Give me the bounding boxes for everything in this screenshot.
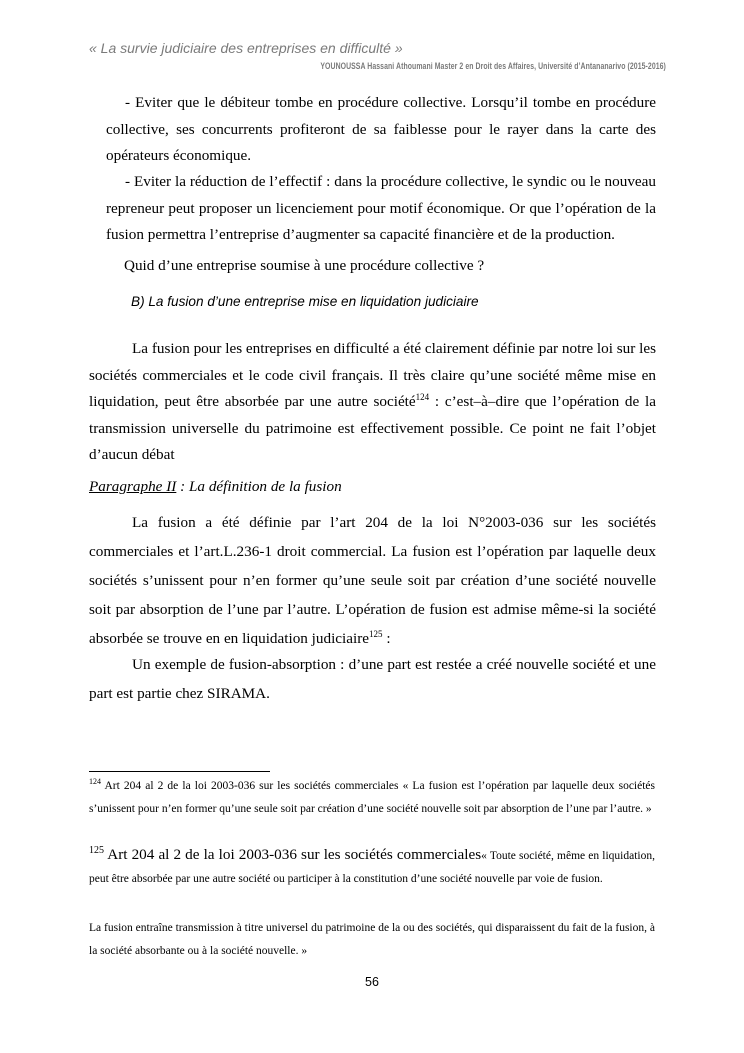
running-header-author: YOUNOUSSA Hassani Athoumani Master 2 en Droit des Affaires, Université d’Antananarivo (2015-2016) <box>320 61 666 72</box>
subsection-heading: B) La fusion d’une entreprise mise en liquidation judiciaire <box>131 294 479 309</box>
paragraph-fusion-liquidation <box>89 336 656 469</box>
running-header-title: « La survie judiciaire des entreprises en difficulté » <box>89 40 403 56</box>
paragraph-example <box>89 650 656 708</box>
paragraph-definition <box>89 508 656 653</box>
paragraph-text: Un exemple de fusion-absorption : d’une part est restée a créé nouvelle société et une part est partie chez SIRAMA. <box>89 656 656 702</box>
paragraph-text: La fusion pour les entreprises en difficulté a été clairement définie par notre loi sur les sociétés commerciales et le code civil français. Il très claire qu’une société même mise en liquidation, peut être absorbée par une autre société <box>89 340 656 410</box>
footnote-text: « Toute société, même en liquidation, peut être absorbée par une autre société ou participer à la constitution d’une société nouvelle par voie de fusion. <box>89 850 655 885</box>
bullet-paragraph-2 <box>106 169 656 249</box>
paragraph-text-cont: : <box>382 630 391 647</box>
bullet-text: Eviter la réduction de l’effectif : dans la procédure collective, le syndic ou le nouveau repreneur peut proposer un licenciement pour motif économique. Or que l’opération de la fusion permettra l’entreprise d’augmenter sa capacité financière et de la production. <box>106 173 656 243</box>
question-line: Quid d’une entreprise soumise à une procédure collective ? <box>124 257 485 274</box>
footnote-number: 125 <box>89 845 104 856</box>
bullet-paragraph-1 <box>106 90 656 170</box>
footnote-124 <box>89 775 655 821</box>
bullet-marker: - <box>125 173 131 190</box>
footnote-separator <box>89 771 270 772</box>
paragraph-text: La fusion a été définie par l’art 204 de la loi N°2003-036 sur les sociétés commerciales et l’art.L.236-1 droit commercial. La fusion est l’opération par laquelle deux sociétés s’unissent pour n’en former qu’une seule soit par création d’une société nouvelle soit par absorption de l’une par l’autre. L’opération de fusion est admise même-si la société absorbée se trouve en en liquidation judiciaire <box>89 514 656 647</box>
footnote-ref-125[interactable]: 125 <box>369 629 383 639</box>
bullet-text: Eviter que le débiteur tombe en procédure collective. Lorsqu’il tombe en procédure collective, ses concurrents profiteront de sa faiblesse pour le rayer dans la carte des opérateurs économique. <box>106 94 657 164</box>
page-number: 56 <box>365 975 379 989</box>
footnote-lead: Art 204 al 2 de la loi 2003-036 sur les sociétés commerciales <box>104 846 482 863</box>
footnote-125 <box>89 843 655 891</box>
bullet-marker: - <box>125 94 131 111</box>
paragraph-text-cont: : c’est–à–dire que l’opération de la transmission universelle du patrimoine est effectivement possible. Ce point ne fait l’objet d’aucun débat <box>89 393 656 463</box>
section-heading-rest: : La définition de la fusion <box>176 478 342 495</box>
footnote-125-continued: La fusion entraîne transmission à titre universel du patrimoine de la ou des sociétés, qui disparaissent du fait de la fusion, à la société absorbante ou à la société nouvelle. » <box>89 922 655 957</box>
footnote-ref-124[interactable]: 124 <box>415 392 430 402</box>
section-heading-label: Paragraphe II <box>89 478 177 495</box>
footnote-number: 124 <box>89 777 101 786</box>
footnote-text: Art 204 al 2 de la loi 2003-036 sur les sociétés commerciales « La fusion est l’opération par laquelle deux sociétés s’unissent pour n’en former qu’une seule soit par création d’une société nouvelle soit par absorption de l’une par l’autre. » <box>89 780 655 815</box>
section-heading <box>89 478 342 496</box>
